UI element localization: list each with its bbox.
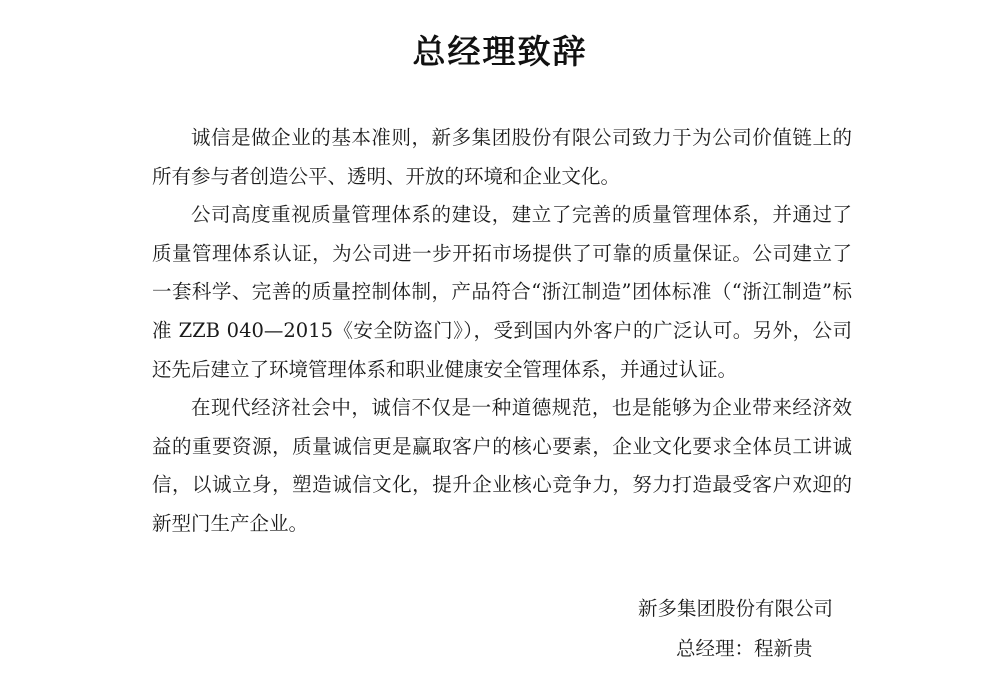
paragraph-economic-value: 在现代经济社会中，诚信不仅是一种道德规范，也是能够为企业带来经济效益的重要资源，质量诚信更是赢取客户的核心要素，企业文化要求全体员工讲诚信，以诚立身，塑造诚信文化，提升企业核心竞争力，努力打造最受客户欢迎的新型门生产企业。 — [152, 396, 852, 535]
speech-body — [152, 119, 852, 544]
signature-title-name: 总经理：程新贵 — [676, 637, 813, 660]
page-title: 总经理致辞 — [412, 32, 588, 71]
paragraph-integrity: 诚信是做企业的基本准则，新多集团股份有限公司致力于为公司价值链上的所有参与者创造公平、透明、开放的环境和企业文化。 — [152, 126, 852, 188]
signature-company: 新多集团股份有限公司 — [638, 597, 834, 620]
paragraph-quality-management: 公司高度重视质量管理体系的建设，建立了完善的质量管理体系，并通过了质量管理体系认证，为公司进一步开拓市场提供了可靠的质量保证。公司建立了一套科学、完善的质量控制体制，产品符合“浙江制造”团体标准（“浙江制造”标准 ZZB 040—2015《安全防盗门》），受到国内外客户的广泛认可。另外，公司还先后建立了环境管理体系和职业健康安全管理体系，并通过认证。 — [152, 203, 852, 381]
